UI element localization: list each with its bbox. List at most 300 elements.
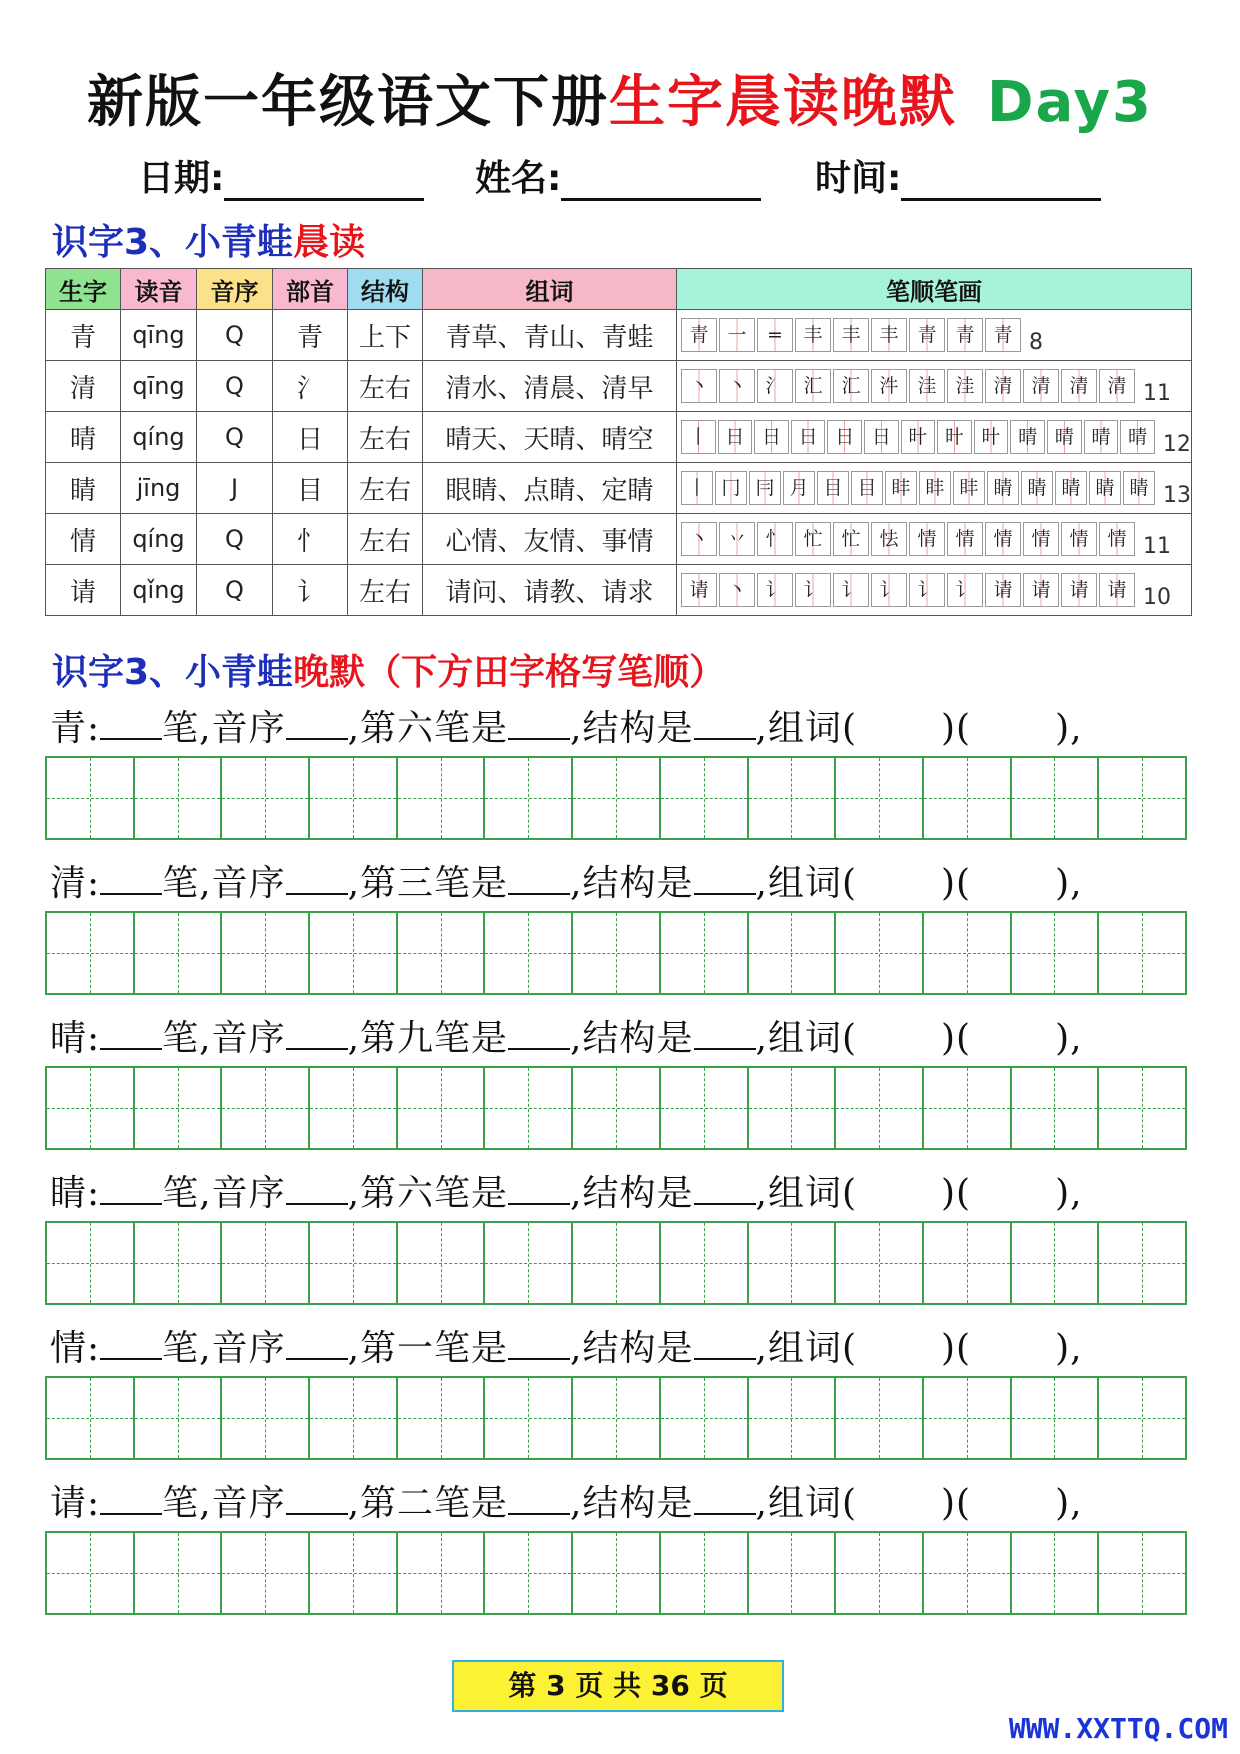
tianzige-cell[interactable] [1010, 1376, 1100, 1460]
tianzige-cell[interactable] [922, 1531, 1012, 1615]
date-line[interactable] [224, 156, 424, 201]
stroke-sequence [677, 463, 1191, 513]
stroke-step-glyph: 讠 [765, 579, 785, 601]
prompt-text: )( [941, 1483, 972, 1524]
structure-blank[interactable] [694, 1328, 756, 1360]
stroke-step [919, 471, 951, 505]
tianzige-cell[interactable] [571, 1066, 661, 1150]
stroke-step [833, 573, 869, 607]
prompt-text: ,组词( [755, 1328, 857, 1369]
stroke-step-glyph: 洼 [917, 375, 937, 397]
prompt-text: ,结构是 [570, 1018, 694, 1059]
order-cell: Q [197, 514, 273, 565]
order-blank[interactable] [286, 1018, 348, 1050]
tianzige-cell[interactable] [834, 1066, 924, 1150]
col-header-char: 生字 [46, 269, 121, 310]
stroke-step [909, 522, 945, 556]
stroke-step [1021, 471, 1053, 505]
stroke-step-glyph: 旪 [908, 426, 928, 448]
stroke-step-glyph: 晴 [1091, 426, 1111, 448]
stroke-step [1099, 573, 1135, 607]
tianzige-cell[interactable] [659, 1531, 749, 1615]
stroke-step [1023, 522, 1059, 556]
stroke-step [871, 369, 907, 403]
tianzige-cell[interactable] [45, 1221, 135, 1305]
stroke-step [757, 318, 793, 352]
pinyin-cell: jīng [121, 463, 197, 514]
tianzige-cell[interactable] [1097, 756, 1187, 840]
stroke-step [681, 522, 717, 556]
tianzige-cell[interactable] [1097, 1066, 1187, 1150]
tianzige-cell[interactable] [571, 911, 661, 995]
char-cell: 睛 [46, 463, 121, 514]
stroke-step [901, 420, 936, 454]
tianzige-cell[interactable] [396, 1376, 486, 1460]
col-header-pinyin: 读音 [121, 269, 197, 310]
stroke-step-glyph: 讠 [955, 579, 975, 601]
practice-char: 情: [50, 1328, 101, 1369]
prompt-text: 笔,音序 [162, 1483, 286, 1524]
prompt-text: )( [941, 1328, 972, 1369]
stroke-step-glyph: 情 [1031, 528, 1051, 550]
stroke-step-glyph: 怯 [879, 528, 899, 550]
col-header-order: 音序 [197, 269, 273, 310]
structure-cell: 上下 [348, 310, 423, 361]
stroke-step-glyph: 晴 [1128, 426, 1148, 448]
stroke-count-blank[interactable] [100, 1018, 162, 1050]
stroke-step [783, 471, 815, 505]
stroke-step [833, 522, 869, 556]
tianzige-cell[interactable] [396, 1221, 486, 1305]
tianzige-cell[interactable] [45, 1066, 135, 1150]
tianzige-cell[interactable] [483, 1376, 573, 1460]
tianzige-cell[interactable] [308, 756, 398, 840]
words-cell: 晴天、天晴、晴空 [423, 412, 677, 463]
stroke-step [953, 471, 985, 505]
prompt-text: ), [1055, 1018, 1083, 1059]
stroke-step [985, 522, 1021, 556]
tianzige-cell[interactable] [571, 756, 661, 840]
pinyin-cell: qǐng [121, 565, 197, 616]
tianzige-cell[interactable] [571, 1531, 661, 1615]
radical-cell: 目 [273, 463, 348, 514]
table-row [46, 361, 1192, 412]
stroke-step [817, 471, 849, 505]
table-header-row [46, 269, 1192, 310]
tianzige-cell[interactable] [834, 911, 924, 995]
stroke-step [795, 318, 831, 352]
stroke-step-glyph: 请 [1069, 579, 1089, 601]
stroke-step [909, 573, 945, 607]
tianzige-cell[interactable] [45, 756, 135, 840]
stroke-step-glyph: 青 [955, 324, 975, 346]
tianzige-cell[interactable] [747, 1531, 837, 1615]
tianzige-cell[interactable] [483, 1066, 573, 1150]
stroke-step-glyph: 睛 [1129, 477, 1149, 499]
stroke-step [985, 318, 1021, 352]
tianzige-cell[interactable] [1097, 1221, 1187, 1305]
tianzige-cell[interactable] [133, 1531, 223, 1615]
practice-prompt [50, 700, 1083, 751]
tianzige-cell[interactable] [747, 1066, 837, 1150]
name-line[interactable] [561, 156, 761, 201]
stroke-step-glyph: 情 [917, 528, 937, 550]
tianzige-cell[interactable] [1097, 911, 1187, 995]
structure-blank[interactable] [694, 708, 756, 740]
stroke-step [1023, 369, 1059, 403]
evening-section-title [52, 644, 725, 695]
tianzige-row [45, 1066, 1187, 1150]
stroke-step [871, 318, 907, 352]
tianzige-cell[interactable] [834, 1221, 924, 1305]
prompt-text: ,结构是 [570, 708, 694, 749]
stroke-step [795, 573, 831, 607]
tianzige-cell[interactable] [133, 756, 223, 840]
structure-cell: 左右 [348, 565, 423, 616]
tianzige-cell[interactable] [922, 1221, 1012, 1305]
radical-cell: 日 [273, 412, 348, 463]
stroke-step-glyph: 情 [955, 528, 975, 550]
order-blank[interactable] [286, 1173, 348, 1205]
tianzige-cell[interactable] [133, 1066, 223, 1150]
structure-blank[interactable] [694, 1483, 756, 1515]
radical-cell: 氵 [273, 361, 348, 412]
tianzige-cell[interactable] [922, 1066, 1012, 1150]
stroke-step-glyph: 请 [689, 579, 709, 601]
stroke-step [827, 420, 862, 454]
prompt-text: ,组词( [755, 1483, 857, 1524]
stroke-step-glyph: 日 [725, 426, 745, 448]
stroke-step [681, 573, 717, 607]
structure-blank[interactable] [694, 863, 756, 895]
stroke-step [1120, 420, 1155, 454]
tianzige-cell[interactable] [747, 911, 837, 995]
char-cell: 请 [46, 565, 121, 616]
tianzige-cell[interactable] [220, 1221, 310, 1305]
nth-stroke-blank[interactable] [508, 708, 570, 740]
stroke-order-cell [677, 565, 1192, 616]
words-cell: 眼睛、点睛、定睛 [423, 463, 677, 514]
stroke-step-glyph: 丶 [689, 528, 709, 550]
structure-blank[interactable] [694, 1173, 756, 1205]
stroke-step-glyph: 丨 [687, 477, 707, 499]
stroke-order-cell [677, 310, 1192, 361]
prompt-text: )( [941, 1018, 972, 1059]
tianzige-cell[interactable] [308, 1221, 398, 1305]
stroke-step [757, 369, 793, 403]
tianzige-cell[interactable] [308, 1066, 398, 1150]
stroke-step [795, 522, 831, 556]
stroke-step-glyph: 盽 [891, 477, 911, 499]
stroke-step [1084, 420, 1119, 454]
time-line[interactable] [901, 156, 1101, 201]
prompt-text: )( [941, 708, 972, 749]
tianzige-cell[interactable] [834, 1376, 924, 1460]
stroke-step-glyph: 目 [823, 477, 843, 499]
order-cell: Q [197, 310, 273, 361]
stroke-step-glyph: 丨 [688, 426, 708, 448]
tianzige-cell[interactable] [133, 911, 223, 995]
tianzige-cell[interactable] [834, 756, 924, 840]
nth-stroke-blank[interactable] [508, 863, 570, 895]
stroke-step [1089, 471, 1121, 505]
tianzige-cell[interactable] [45, 911, 135, 995]
prompt-text: 笔,音序 [162, 863, 286, 904]
stroke-step [795, 369, 831, 403]
stroke-step-glyph: 讠 [917, 579, 937, 601]
tianzige-cell[interactable] [1010, 1066, 1100, 1150]
stroke-count-blank[interactable] [100, 708, 162, 740]
tianzige-cell[interactable] [659, 1376, 749, 1460]
prompt-text: ,第三笔是 [347, 863, 509, 904]
order-blank[interactable] [286, 863, 348, 895]
tianzige-cell[interactable] [396, 1066, 486, 1150]
stroke-count-blank[interactable] [100, 1173, 162, 1205]
stroke-step [754, 420, 789, 454]
practice-prompt [50, 1320, 1083, 1371]
nth-stroke-blank[interactable] [508, 1173, 570, 1205]
tianzige-cell[interactable] [220, 1376, 310, 1460]
stroke-sequence [677, 514, 1191, 564]
stroke-step [1099, 369, 1135, 403]
stroke-step-glyph: 旪 [945, 426, 965, 448]
stroke-sequence [677, 412, 1191, 462]
tianzige-cell[interactable] [922, 911, 1012, 995]
stroke-step [719, 522, 755, 556]
stroke-step [749, 471, 781, 505]
prompt-text: )( [941, 863, 972, 904]
tianzige-row [45, 756, 1187, 840]
stroke-step-glyph: 晴 [1054, 426, 1074, 448]
prompt-text: ), [1055, 1173, 1083, 1214]
stroke-step [864, 420, 899, 454]
stroke-step [937, 420, 972, 454]
stroke-step [757, 522, 793, 556]
nth-stroke-blank[interactable] [508, 1328, 570, 1360]
char-cell: 情 [46, 514, 121, 565]
tianzige-cell[interactable] [659, 911, 749, 995]
words-cell: 青草、青山、青蛙 [423, 310, 677, 361]
evening-title-lesson: 识字3、小青蛙 [52, 652, 294, 693]
stroke-step [909, 369, 945, 403]
pinyin-cell: qīng [121, 310, 197, 361]
stroke-sequence [677, 361, 1191, 411]
tianzige-cell[interactable] [220, 1531, 310, 1615]
tianzige-cell[interactable] [220, 1066, 310, 1150]
tianzige-cell[interactable] [1097, 1376, 1187, 1460]
stroke-step-glyph: 讠 [841, 579, 861, 601]
stroke-step [718, 420, 753, 454]
stroke-step [985, 573, 1021, 607]
stroke-step-glyph: 丰 [841, 324, 861, 346]
stroke-step [909, 318, 945, 352]
info-row [0, 150, 1240, 200]
tianzige-cell[interactable] [1010, 1221, 1100, 1305]
tianzige-cell[interactable] [1097, 1531, 1187, 1615]
stroke-order-cell [677, 514, 1192, 565]
tianzige-cell[interactable] [659, 756, 749, 840]
tianzige-cell[interactable] [659, 1066, 749, 1150]
tianzige-cell[interactable] [396, 1531, 486, 1615]
tianzige-cell[interactable] [571, 1376, 661, 1460]
prompt-text: )( [941, 1173, 972, 1214]
prompt-text: ,结构是 [570, 1483, 694, 1524]
practice-prompt [50, 1165, 1083, 1216]
date-field[interactable] [138, 150, 424, 201]
stroke-step-glyph: 清 [1107, 375, 1127, 397]
tianzige-row [45, 1531, 1187, 1615]
stroke-step [1061, 573, 1097, 607]
stroke-step-glyph: 汇 [803, 375, 823, 397]
order-blank[interactable] [286, 708, 348, 740]
prompt-text: ,第一笔是 [347, 1328, 509, 1369]
page-title [0, 58, 1240, 138]
stroke-step [833, 369, 869, 403]
tianzige-cell[interactable] [922, 756, 1012, 840]
stroke-step-glyph: 睛 [1095, 477, 1115, 499]
order-blank[interactable] [286, 1483, 348, 1515]
tianzige-cell[interactable] [483, 1221, 573, 1305]
stroke-count-blank[interactable] [100, 1483, 162, 1515]
stroke-step [871, 522, 907, 556]
nth-stroke-blank[interactable] [508, 1018, 570, 1050]
stroke-step-glyph: 日 [835, 426, 855, 448]
stroke-count: 8 [1029, 329, 1043, 355]
stroke-step-glyph: 睛 [993, 477, 1013, 499]
tianzige-cell[interactable] [396, 756, 486, 840]
tianzige-cell[interactable] [747, 1221, 837, 1305]
stroke-step-glyph: 讠 [879, 579, 899, 601]
tianzige-cell[interactable] [1010, 756, 1100, 840]
stroke-step [974, 420, 1009, 454]
structure-blank[interactable] [694, 1018, 756, 1050]
stroke-step [1061, 369, 1097, 403]
tianzige-cell[interactable] [133, 1221, 223, 1305]
prompt-text: ,结构是 [570, 1328, 694, 1369]
tianzige-cell[interactable] [45, 1376, 135, 1460]
tianzige-cell[interactable] [308, 911, 398, 995]
stroke-step-glyph: 日 [762, 426, 782, 448]
col-header-strokes: 笔顺笔画 [677, 269, 1192, 310]
tianzige-row [45, 911, 1187, 995]
prompt-text: ,第九笔是 [347, 1018, 509, 1059]
prompt-text: 笔,音序 [162, 708, 286, 749]
stroke-count: 13 [1163, 482, 1191, 508]
tianzige-cell[interactable] [922, 1376, 1012, 1460]
time-field[interactable] [815, 150, 1101, 201]
order-blank[interactable] [286, 1328, 348, 1360]
tianzige-cell[interactable] [1010, 911, 1100, 995]
tianzige-cell[interactable] [834, 1531, 924, 1615]
tianzige-cell[interactable] [133, 1376, 223, 1460]
tianzige-cell[interactable] [483, 756, 573, 840]
stroke-step [681, 471, 713, 505]
stroke-step [1047, 420, 1082, 454]
stroke-step-glyph: 旪 [981, 426, 1001, 448]
tianzige-cell[interactable] [483, 1531, 573, 1615]
tianzige-cell[interactable] [747, 756, 837, 840]
nth-stroke-blank[interactable] [508, 1483, 570, 1515]
tianzige-cell[interactable] [1010, 1531, 1100, 1615]
practice-char: 青: [50, 708, 101, 749]
tianzige-cell[interactable] [483, 911, 573, 995]
stroke-step [719, 573, 755, 607]
stroke-count-blank[interactable] [100, 863, 162, 895]
tianzige-cell[interactable] [747, 1376, 837, 1460]
stroke-step-glyph: 忄 [765, 528, 785, 550]
tianzige-cell[interactable] [308, 1531, 398, 1615]
stroke-step [985, 369, 1021, 403]
structure-cell: 左右 [348, 412, 423, 463]
table-row [46, 463, 1192, 514]
stroke-step-glyph: = [767, 324, 783, 346]
stroke-step [681, 369, 717, 403]
structure-cell: 左右 [348, 361, 423, 412]
stroke-step-glyph: 冂 [721, 477, 741, 499]
morning-section-title [52, 214, 365, 265]
stroke-step [791, 420, 826, 454]
order-cell: Q [197, 412, 273, 463]
tianzige-row [45, 1221, 1187, 1305]
stroke-step [1099, 522, 1135, 556]
prompt-text: ), [1055, 1328, 1083, 1369]
order-cell: Q [197, 361, 273, 412]
stroke-step-glyph: 青 [689, 324, 709, 346]
practice-char: 清: [50, 863, 101, 904]
stroke-step-glyph: 月 [789, 477, 809, 499]
stroke-step-glyph: 情 [993, 528, 1013, 550]
tianzige-cell[interactable] [308, 1376, 398, 1460]
stroke-count-blank[interactable] [100, 1328, 162, 1360]
radical-cell: 讠 [273, 565, 348, 616]
tianzige-cell[interactable] [396, 911, 486, 995]
tianzige-cell[interactable] [45, 1531, 135, 1615]
name-field[interactable] [475, 150, 761, 201]
stroke-step [947, 318, 983, 352]
prompt-text: ,组词( [755, 708, 857, 749]
pinyin-cell: qíng [121, 514, 197, 565]
stroke-step-glyph: 情 [1069, 528, 1089, 550]
stroke-step-glyph: 盽 [959, 477, 979, 499]
stroke-step [757, 573, 793, 607]
char-cell: 晴 [46, 412, 121, 463]
tianzige-cell[interactable] [220, 756, 310, 840]
col-header-radical: 部首 [273, 269, 348, 310]
prompt-text: 笔,音序 [162, 1328, 286, 1369]
stroke-step-glyph: 忙 [803, 528, 823, 550]
stroke-step [1010, 420, 1045, 454]
stroke-step-glyph: 请 [1107, 579, 1127, 601]
morning-title-tag: 晨读 [293, 222, 366, 263]
prompt-text: 笔,音序 [162, 1173, 286, 1214]
stroke-step [833, 318, 869, 352]
site-watermark: WWW.XXTTQ.COM [1008, 1712, 1228, 1745]
stroke-step-glyph: 请 [1031, 579, 1051, 601]
stroke-step-glyph: 睛 [1061, 477, 1081, 499]
tianzige-cell[interactable] [220, 911, 310, 995]
time-label: 时间: [815, 158, 902, 199]
stroke-step-glyph: 讠 [803, 579, 823, 601]
practice-prompt [50, 1475, 1083, 1526]
tianzige-cell[interactable] [659, 1221, 749, 1305]
stroke-step-glyph: 丶 [727, 579, 747, 601]
table-row [46, 565, 1192, 616]
tianzige-cell[interactable] [571, 1221, 661, 1305]
practice-char: 晴: [50, 1018, 101, 1059]
stroke-count: 11 [1143, 380, 1171, 406]
stroke-order-cell [677, 463, 1192, 514]
stroke-step [719, 369, 755, 403]
